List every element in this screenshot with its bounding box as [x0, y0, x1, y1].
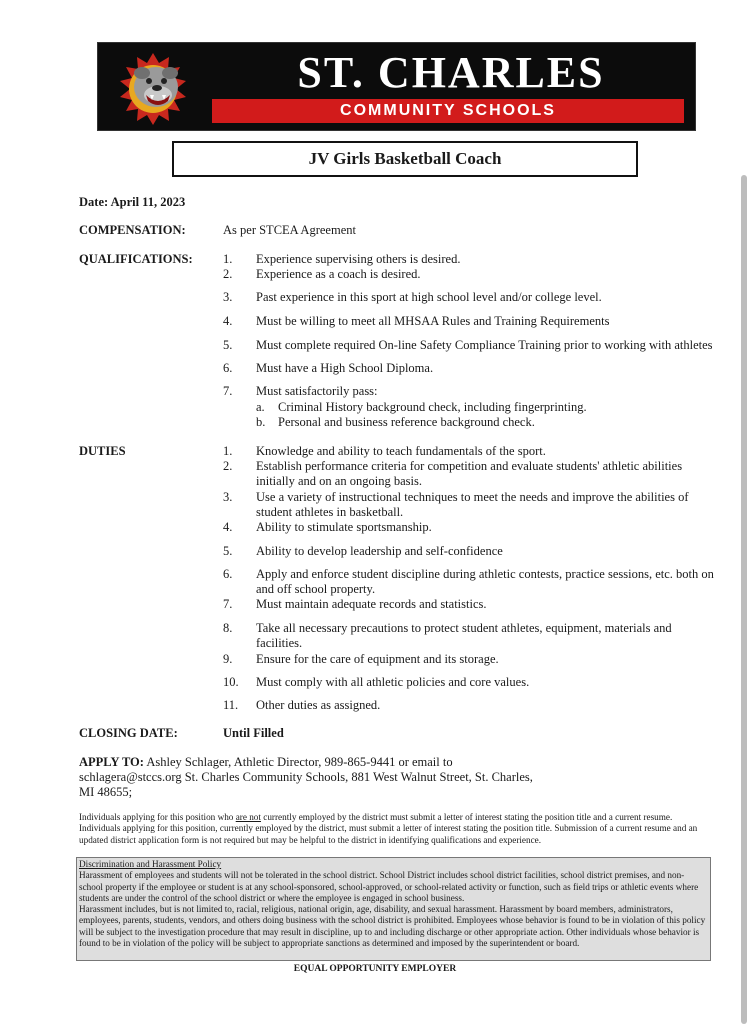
list-item-number: 7. — [223, 597, 233, 611]
duties-label: DUTIES — [79, 444, 126, 458]
list-item: Ensure for the care of equipment and its storage. — [256, 652, 499, 666]
apply-to-label: APPLY TO: — [79, 755, 144, 769]
list-item: Ability to develop leadership and self-confidence — [256, 544, 503, 558]
policy-heading: Discrimination and Harassment Policy — [79, 859, 222, 869]
list-item-number: 10. — [223, 675, 239, 689]
sub-item-letter: a. — [256, 400, 265, 414]
policy-paragraph: Harassment includes, but is not limited to, racial, religious, national origin, age, disability, and sexual harassment. Harassment by board members, administrators, employees, parents, students, vendors, and others doing business with the school district is prohibited. Employees whose behavior is found to be in violation of this policy will be subject to the investigation procedure that may result in discipline, up to and including discharge or other appropriate action. Other individuals whose behavior is found to be in violation of the policy will be subject to appropriate sanctions as determined and imposed by the superintendent or board. — [79, 904, 706, 949]
school-banner — [97, 42, 696, 131]
list-item-number: 1. — [223, 252, 233, 266]
list-item: Must complete required On-line Safety Compliance Training prior to working with athletes — [256, 338, 713, 352]
notice-emphasis: are not — [235, 812, 261, 822]
policy-paragraph: Harassment of employees and students will not be tolerated in the school district. School District includes school district facilities, school district premises, and non-school property if the employee or student is at any school-sponsored, school-approved, or school-related activity or function, such as field trips or athletic events where students are under the control of the school district or where the employee is engaged in school business. — [79, 870, 699, 903]
equal-opportunity-footer: EQUAL OPPORTUNITY EMPLOYER — [293, 964, 457, 974]
list-item: Establish performance criteria for competition and evaluate students' athletic abilities initially and on an ongoing basis. — [256, 459, 683, 488]
list-item-number: 2. — [223, 267, 233, 281]
list-item-number: 4. — [223, 520, 233, 534]
list-item: Must satisfactorily pass: — [256, 384, 378, 398]
list-item: Apply and enforce student discipline during athletic contests, practice sessions, etc. both on and off school property. — [256, 567, 714, 596]
list-item-number: 8. — [223, 621, 233, 635]
list-item-number: 4. — [223, 314, 233, 328]
closing-date-label: CLOSING DATE: — [79, 726, 178, 740]
apply-to-line3: MI 48655; — [79, 785, 133, 799]
list-item-number: 3. — [223, 290, 233, 304]
school-subtitle: COMMUNITY SCHOOLS — [340, 102, 556, 119]
list-item: Must be willing to meet all MHSAA Rules and Training Requirements — [256, 314, 610, 328]
list-item: Must have a High School Diploma. — [256, 361, 434, 375]
compensation-value: As per STCEA Agreement — [223, 223, 356, 237]
list-item: Experience as a coach is desired. — [256, 267, 421, 281]
apply-to-line1: Ashley Schlager, Athletic Director, 989-865-9441 or email to — [146, 755, 453, 769]
date-line: Date: April 11, 2023 — [79, 195, 186, 209]
list-item: Use a variety of instructional techniques to meet the needs and improve the abilities of student athletes in basketball. — [256, 490, 689, 519]
qualifications-label: QUALIFICATIONS: — [79, 252, 193, 266]
apply-to-block — [79, 755, 719, 770]
page-scrollbar[interactable] — [741, 175, 747, 1024]
list-item: Past experience in this sport at high school level and/or college level. — [256, 290, 602, 304]
application-notice — [79, 812, 709, 846]
list-item-number: 9. — [223, 652, 233, 666]
closing-date-value: Until Filled — [223, 726, 284, 740]
list-item: Ability to stimulate sportsmanship. — [256, 520, 432, 534]
school-name: ST. CHARLES — [297, 48, 605, 97]
list-item-number: 5. — [223, 544, 233, 558]
list-item: Experience supervising others is desired. — [256, 252, 461, 266]
list-item-number: 7. — [223, 384, 233, 398]
compensation-label: COMPENSATION: — [79, 223, 186, 237]
list-item-number: 5. — [223, 338, 233, 352]
list-item-number: 11. — [223, 698, 239, 712]
notice-text: Individuals applying for this position who — [79, 812, 236, 822]
list-item-number: 2. — [223, 459, 233, 473]
list-item-number: 3. — [223, 490, 233, 504]
list-item-number: 6. — [223, 361, 233, 375]
apply-to-line2: schlagera@stccs.org St. Charles Community Schools, 881 West Walnut Street, St. Charles, — [79, 770, 533, 784]
list-item: Must comply with all athletic policies and core values. — [256, 675, 530, 689]
sub-item: Criminal History background check, including fingerprinting. — [278, 400, 587, 414]
notice-text: currently employed by the district must submit a letter of interest stating the position title and a current resume. Individuals applying for this position, currently employed by the district, must submit a letter of interest stating the position title. Submission of a current resume and an updated district application form is not required but may be helpful to the district in identifying qualifications and experience. — [79, 812, 698, 845]
list-item: Other duties as assigned. — [256, 698, 381, 712]
bulldog-mascot-logo — [112, 51, 194, 125]
job-title: JV Girls Basketball Coach — [172, 141, 638, 177]
sub-item: Personal and business reference background check. — [278, 415, 535, 429]
sub-item-letter: b. — [256, 415, 266, 429]
list-item-number: 6. — [223, 567, 233, 581]
list-item-number: 1. — [223, 444, 233, 458]
list-item: Must maintain adequate records and statistics. — [256, 597, 487, 611]
list-item: Knowledge and ability to teach fundamentals of the sport. — [256, 444, 546, 458]
list-item: Take all necessary precautions to protect student athletes, equipment, materials and facilities. — [256, 621, 672, 650]
harassment-policy-box — [76, 857, 711, 961]
